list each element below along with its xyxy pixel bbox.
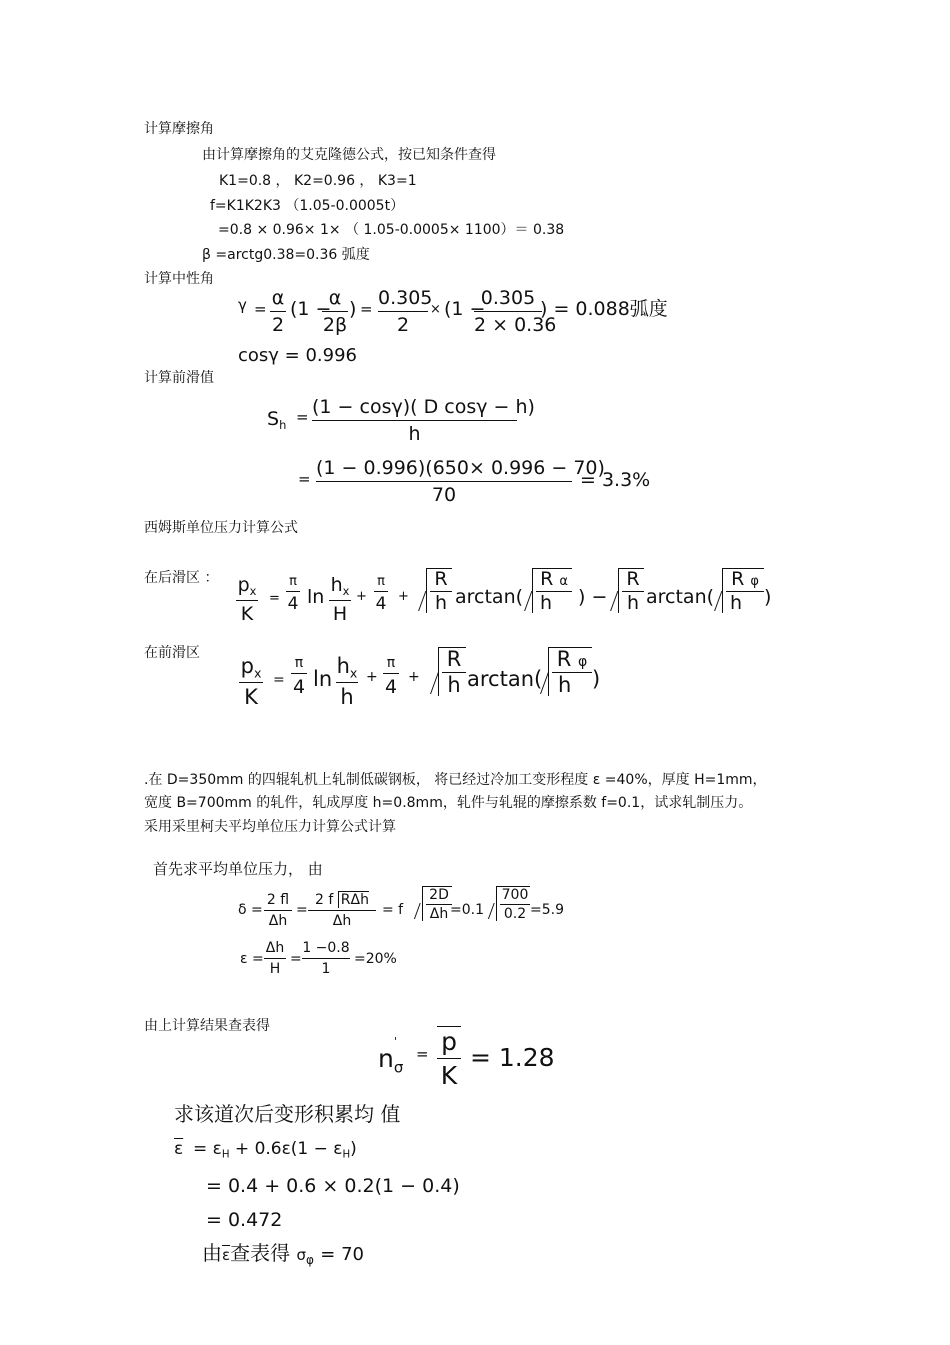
frac-sh-1: (1 − cosγ)( D cosγ − h) h xyxy=(312,396,535,445)
sqrt-R-h-1: $\frac{R}{h}$ xyxy=(412,568,452,613)
frac-alpha-2: α 2 xyxy=(271,287,285,336)
problem-line-1: .在 D=350mm 的四辊轧机上轧制低碳钢板， 将已经过冷加工变形程度 ε =40%，厚度 H=1mm， xyxy=(144,772,767,788)
accum-line-2: = 0.4 + 0.6 × 0.2(1 − 0.4) xyxy=(206,1175,460,1197)
frac-0305-2x036: 0.305 2 × 0.36 xyxy=(474,287,557,336)
friction-desc: 由计算摩擦角的艾克隆德公式，按已知条件查得 xyxy=(202,147,496,163)
frac-0305-2: 0.305 2 xyxy=(378,287,433,336)
sqrt-R-h-phi: $\frac{\text{R φ}}{h}$ xyxy=(708,568,764,613)
sqrt-R-h-alpha: $\frac{\text{R α}}{h}$ xyxy=(518,568,572,613)
f-formula: f=K1K2K3 （1.05-0.0005t） xyxy=(210,198,405,214)
label-front-zone: 在前滑区 xyxy=(144,645,200,661)
cos-gamma: cosγ = 0.996 xyxy=(238,345,357,366)
sqrt-R-h-phi-front: $\frac{\text{R φ}}{h}$ xyxy=(534,647,592,696)
heading-sims: 西姆斯单位压力计算公式 xyxy=(144,520,298,536)
k-values: K1=0.8 ， K2=0.96 ， K3=1 xyxy=(219,173,417,189)
frac-sh-2: (1 − 0.996)(650× 0.996 − 70) 70 xyxy=(316,457,605,506)
heading-forward-slip: 计算前滑值 xyxy=(144,370,214,386)
sqrt-R-h-front: $\frac{R}{h}$ xyxy=(424,647,466,696)
heading-friction-angle: 计算摩擦角 xyxy=(144,121,214,137)
sqrt-R-h-2: $\frac{R}{h}$ xyxy=(604,568,644,613)
accum-heading: 求该道次后变形积累均 值 xyxy=(174,1102,401,1126)
label-back-zone: 在后滑区 ： xyxy=(144,570,219,586)
first-avg: 首先求平均单位压力， 由 xyxy=(153,860,323,878)
beta-value: β =arctg0.38=0.36 弧度 xyxy=(202,247,370,263)
lookup-label: 由上计算结果查表得 xyxy=(144,1018,270,1034)
problem-line-3: 采用采里柯夫平均单位压力计算公式计算 xyxy=(144,819,396,835)
accum-line-3: = 0.472 xyxy=(206,1209,283,1231)
f-calc: =0.8 × 0.96× 1× （ 1.05-0.0005× 1100）＝ 0.38 xyxy=(218,222,565,238)
heading-neutral-angle: 计算中性角 xyxy=(144,271,214,287)
problem-line-2: 宽度 B=700mm 的轧件，轧成厚度 h=0.8mm，轧件与轧辊的摩擦系数 f=0.1，试求轧制压力。 xyxy=(144,795,753,811)
frac-alpha-2beta: α 2β xyxy=(322,287,348,336)
accum-line-4: 由$\overline{\varepsilon}$查表得 $\sigma_\varphi = 70$ xyxy=(202,1241,364,1268)
